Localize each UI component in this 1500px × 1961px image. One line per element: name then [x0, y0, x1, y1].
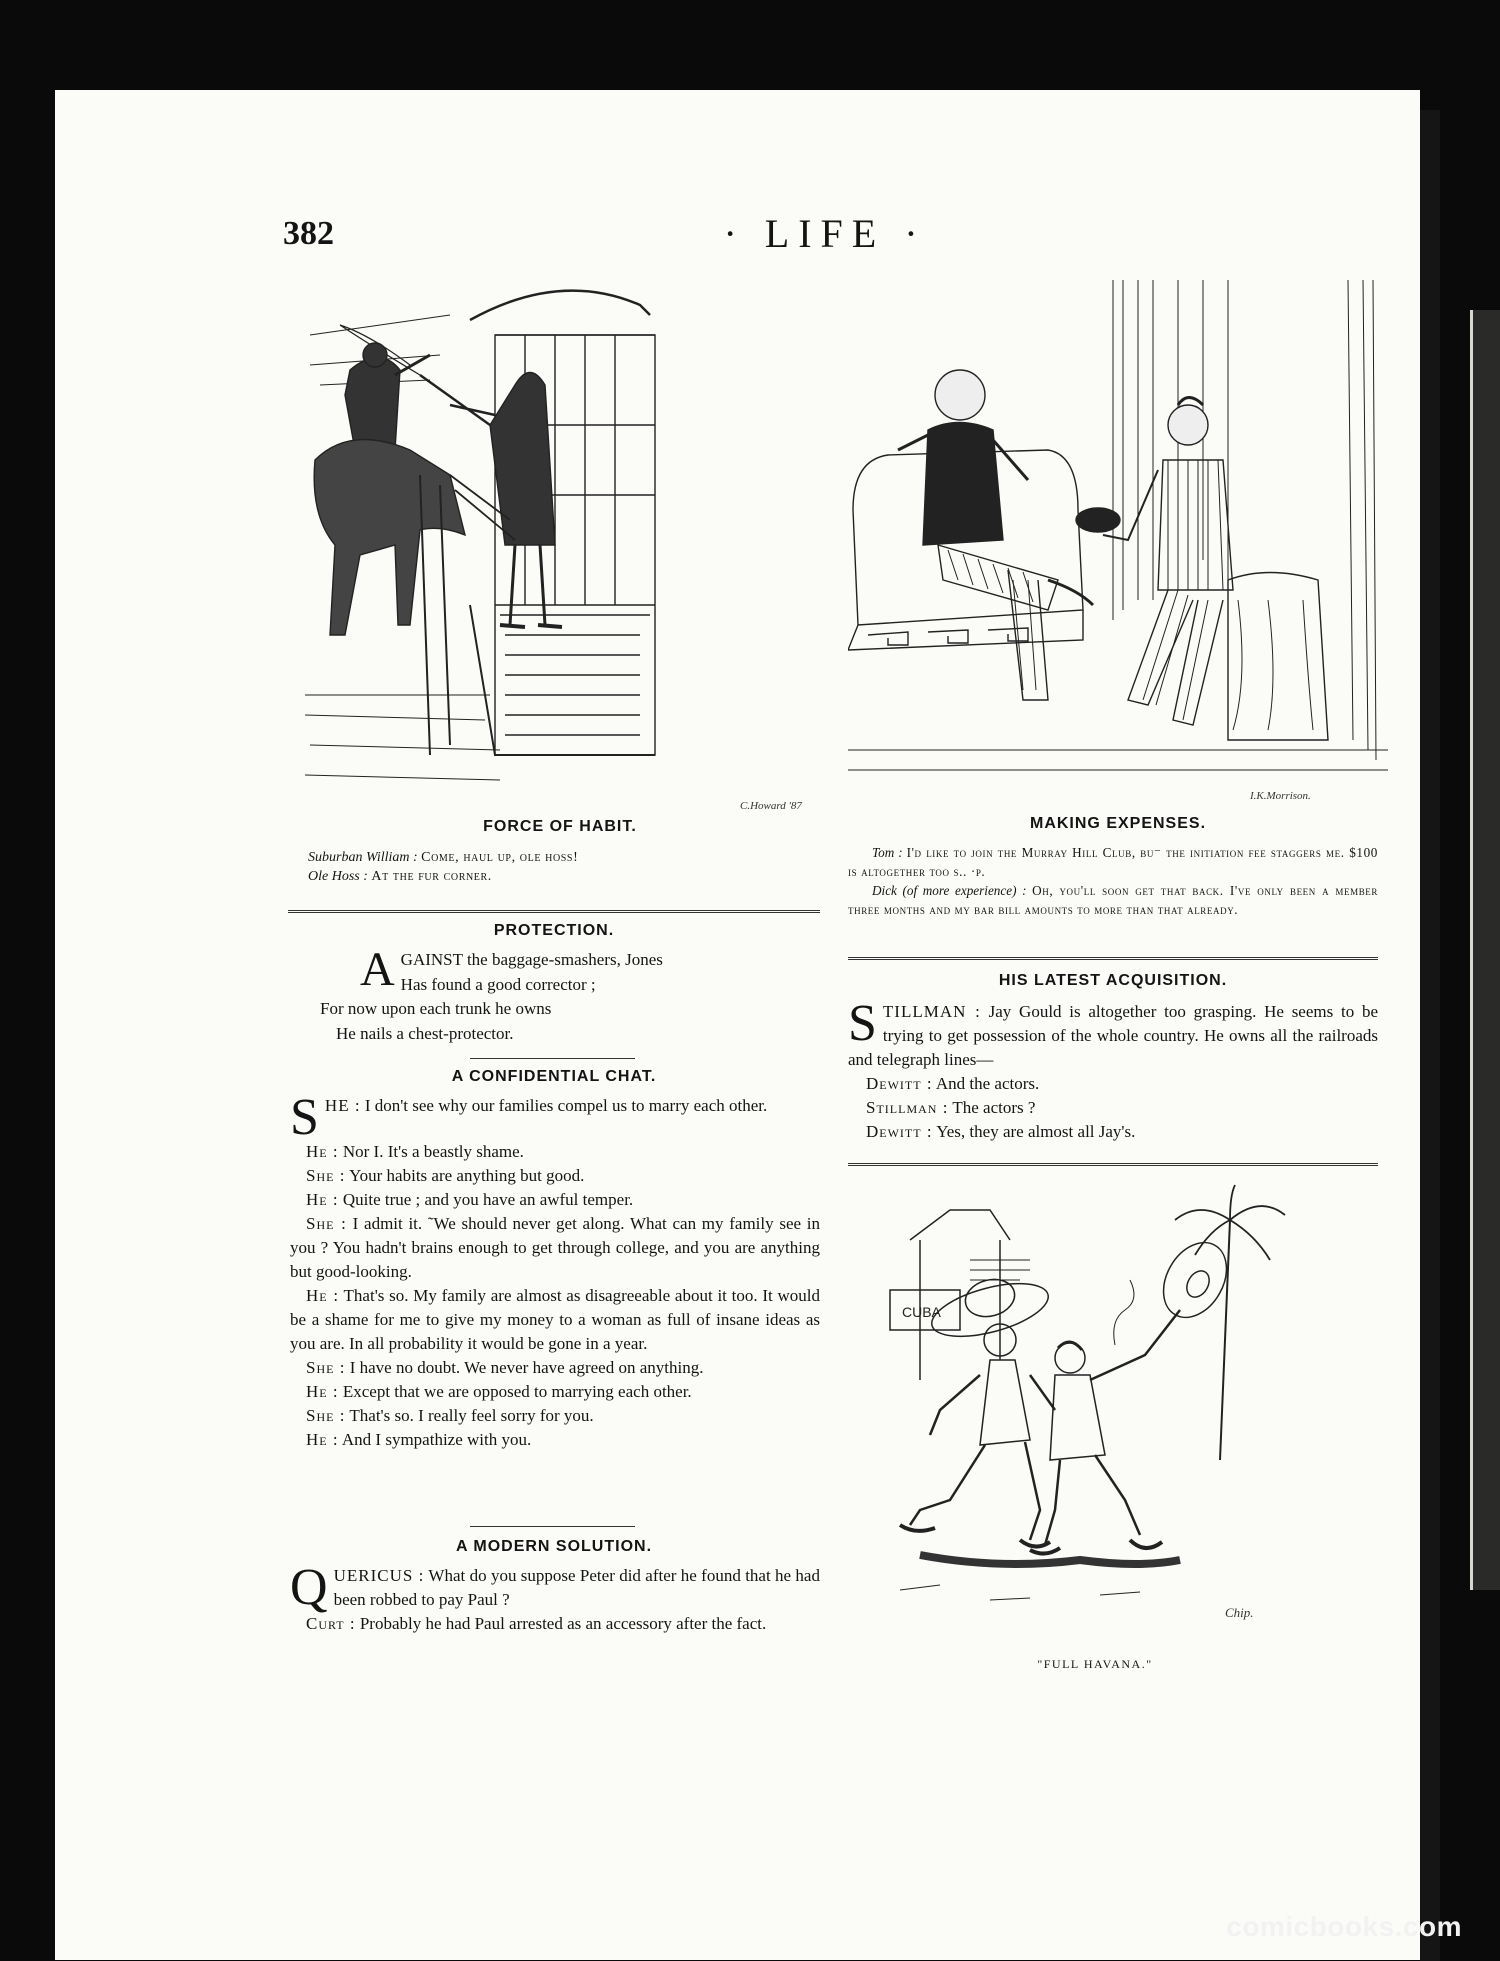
full-havana-illustration	[880, 1180, 1310, 1630]
drop-cap: Q	[290, 1559, 328, 1616]
modern-solution-title: A MODERN SOLUTION.	[455, 1538, 653, 1555]
dialog-text: The actors ?	[952, 1098, 1036, 1117]
dialog-text: Come, haul up, ole hoss!	[421, 850, 579, 865]
masthead-title: · LIFE ·	[723, 211, 927, 256]
speaker-label: Dick (of more experience) :	[872, 883, 1027, 898]
dialog-text: I'd like to join the Murray Hill Club, bu⁻ the initiation fee staggers me. $100 is altogether too s.. ·p.	[848, 845, 1378, 879]
speaker-label: HE :	[324, 1096, 361, 1115]
confidential-chat-text	[290, 1089, 821, 1452]
section-divider	[470, 1526, 635, 1527]
force-of-habit-illustration	[300, 275, 820, 795]
speaker-label: He :	[306, 1286, 340, 1305]
dialog-text: Oh, you'll soon get that back. I've only been a member three months and my bar bill amounts to more than that already.	[848, 883, 1379, 917]
dialog-text: Quite true ; and you have an awful temper.	[342, 1190, 634, 1209]
force-of-habit-title: FORCE OF HABIT.	[483, 818, 637, 835]
dialog-text: I have no doubt. We never have agreed on anything.	[349, 1358, 704, 1377]
making-expenses-illustration	[848, 280, 1388, 780]
speaker-label: Curt :	[306, 1614, 356, 1633]
page-edge-shadow	[1420, 110, 1440, 1961]
poem-line: For now upon each trunk he owns	[320, 999, 552, 1018]
dialog-text: That's so. I really feel sorry for you.	[349, 1406, 594, 1425]
dialog-text: I don't see why our families compel us to marry each other.	[364, 1096, 768, 1115]
speaker-label: He :	[306, 1142, 339, 1161]
speaker-label: TILLMAN :	[882, 1002, 981, 1021]
drop-cap: S	[848, 995, 877, 1052]
dialog-text: That's so. My family are almost as disagreeable about it too. It would be a shame for me to give my money to a woman as full of insane ideas as you are. In all probability it would be gone in a year.	[290, 1286, 820, 1353]
havana-signature: Chip.	[1225, 1605, 1254, 1620]
section-divider	[470, 1058, 635, 1059]
speaker-label: She :	[306, 1214, 347, 1233]
dialog-text: Probably he had Paul arrested as an accessory after the fact.	[359, 1614, 767, 1633]
protection-title: PROTECTION.	[493, 922, 615, 939]
right-illustration-signature: I.K.Morrison.	[1250, 790, 1311, 802]
dialog-text: Jay Gould is altogether too grasping. He seems to be trying to get possession of the whole country. He owns all the railroads and telegraph lines—	[848, 1002, 1378, 1069]
force-of-habit-dialog	[308, 848, 828, 886]
speaker-label: He :	[306, 1382, 339, 1401]
site-watermark: comicbooks.com	[1226, 1911, 1462, 1942]
poem-line: He nails a chest-protector.	[336, 1023, 514, 1043]
latest-acquisition-title: HIS LATEST ACQUISITION.	[998, 972, 1228, 989]
dialog-text: And I sympathize with you.	[341, 1430, 532, 1449]
dialog-text: What do you suppose Peter did after he found that he had been robbed to pay Paul ?	[333, 1566, 820, 1609]
making-expenses-title: MAKING EXPENSES.	[1029, 815, 1207, 832]
dialog-text: Nor I. It's a beastly shame.	[342, 1142, 524, 1161]
modern-solution-text	[290, 1559, 820, 1636]
speaker-label: Dewitt :	[866, 1074, 933, 1093]
speaker-label: Suburban William :	[308, 850, 418, 865]
speaker-label: He :	[306, 1190, 339, 1209]
poem-line: Has found a good corrector ;	[400, 974, 596, 994]
speaker-label: She :	[306, 1166, 346, 1185]
section-divider	[848, 1163, 1378, 1166]
speaker-label: Ole Hoss :	[308, 869, 368, 884]
dialog-text: Your habits are anything but good.	[349, 1166, 585, 1185]
drop-cap: A	[360, 943, 395, 996]
dialog-text: Except that we are opposed to marrying each other.	[342, 1382, 692, 1401]
speaker-label: UERICUS :	[333, 1566, 425, 1585]
dialog-text: And the actors.	[935, 1074, 1040, 1093]
speaker-label: He :	[306, 1430, 339, 1449]
speaker-label: Dewitt :	[866, 1122, 933, 1141]
speaker-label: She :	[306, 1406, 346, 1425]
protection-poem	[320, 943, 760, 1046]
section-divider	[848, 957, 1378, 960]
cuba-sign-text: CUBA	[902, 1304, 941, 1320]
left-illustration-signature: C.Howard '87	[740, 800, 802, 812]
drop-cap: S	[290, 1089, 319, 1146]
speaker-label: She :	[306, 1358, 346, 1377]
latest-acquisition-text	[848, 995, 1378, 1144]
speaker-label: Tom :	[872, 845, 903, 860]
full-havana-caption: "FULL HAVANA."	[1037, 1657, 1153, 1671]
dialog-text: Yes, they are almost all Jay's.	[936, 1122, 1136, 1141]
page-number: 382	[283, 215, 334, 252]
making-expenses-dialog	[848, 843, 1378, 919]
section-divider	[288, 910, 820, 913]
confidential-chat-title: A CONFIDENTIAL CHAT.	[451, 1068, 657, 1085]
dialog-text: I admit it. ˜We should never get along. What can my family see in you ? You hadn't brains enough to get through college, and you are anything but good-looking.	[290, 1214, 821, 1281]
speaker-label: Stillman :	[866, 1098, 949, 1117]
adjacent-page-strip	[1470, 310, 1500, 1590]
poem-line: GAINST the baggage-smashers, Jones	[400, 950, 663, 969]
dialog-text: At the fur corner.	[371, 869, 492, 884]
